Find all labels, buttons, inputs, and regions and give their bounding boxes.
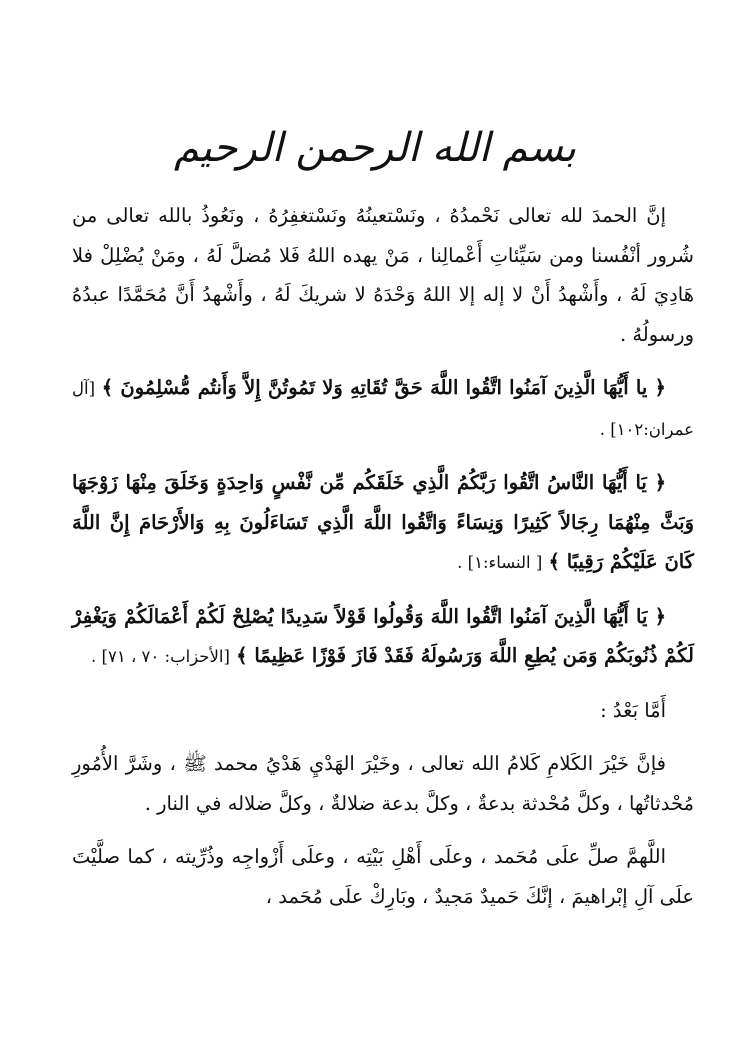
verse-reference: [الأحزاب: ٧٠ ، ٧١] . — [91, 647, 230, 666]
intro-line: من شُرور أنْفُسنا ومن سَيِّئاتِ أَعْمالِنا ، مَنْ يهده اللهُ فَلا مُضلَّ لَهُ ، ومَنْ — [72, 204, 694, 267]
verse-reference: [ النساء:١] . — [457, 553, 543, 572]
document-body — [72, 196, 694, 916]
body-paragraph: فإنَّ خَيْرَ الكَلامِ كَلامُ الله تعالى ، وخَيْرَ الهَدْيِ هَدْيُ محمد ﷺ ، وشَرَّ الأُمُورِ مُحْدثاتُها ، وكلَّ مُحْدثة بدعةٌ ، وكلَّ بدعة ضلالةٌ ، وكلَّ ضلاله في النار . — [72, 752, 694, 815]
verse-paragraph-3 — [72, 597, 694, 677]
verse-paragraph-2 — [72, 463, 694, 583]
basmala-heading: بسم الله الرحمن الرحيم — [173, 125, 577, 171]
intro-line: يُضْلِلْ فلا هَادِيَ لَهُ ، وأَشْهدُ أَنْ لا إله إلا اللهُ وَحْدَهُ لا شريكَ لَهُ ، وأَشْهدُ — [72, 243, 694, 306]
intro-line: إنَّ الحمدَ لله تعالى نَحْمدُهُ ، ونَسْتعينُهُ ونَسْتغفِرُهُ ، ونَعُوذُ بالله تعالى — [106, 204, 666, 227]
verse-reference: [آل عمران:١٠٢] . — [72, 379, 694, 439]
section-heading: أَمَّا بَعْدُ : — [600, 698, 666, 722]
intro-line: أَنَّ مُحَمَّدًا عبدُهُ ورسولُهُ . — [72, 283, 694, 346]
quran-verse: ﴿ يا أَيُّهَا الَّذِينَ آمَنُوا اتَّقُوا اللَّهَ حَقَّ تُقَاتِهِ وَلا تَمُوتُنَّ إِلاَّ وَأَنتُم مُّسْلِمُونَ ﴾ — [101, 376, 666, 399]
verse-paragraph-1 — [72, 368, 694, 449]
prayer-paragraph: اللَّهمَّ صلِّ علَى مُحَمد ، وعلَى أَهْلِ بَيْتِه ، وعلَى أَزْواجِه وذُرِّيته ، كما صلَّيْتَ علَى آلِ إبْراهيمَ ، إنَّكَ حَميدٌ مَجيدٌ ، وبَارِكْ علَى مُحَمد ، — [72, 845, 694, 908]
intro-paragraph — [72, 196, 694, 354]
quran-verse: ﴿ يَا أَيُّهَا الَّذِينَ آمَنُوا اتَّقُوا اللَّهَ وَقُولُوا قَوْلاً سَدِيدًا يُصْلِحْ لَكُمْ أَعْمَالَكُمْ وَيَغْفِرْ لَكُمْ ذُنُوبَكُمْ وَمَن يُطِعِ اللَّهَ وَرَسُولَهُ فَقَدْ فَازَ فَوْزًا عَظِيمًا ﴾ — [72, 604, 694, 667]
quran-verse: ﴿ يَا أَيُّهَا النَّاسُ اتَّقُوا رَبَّكُمُ الَّذِي خَلَقَكُم مِّن نَّفْسٍ وَاحِدَةٍ وَخَلَقَ مِنْهَا زَوْجَهَا وَبَثَّ مِنْهُمَا رِجَالاً كَثِيرًا وَنِسَاءً وَاتَّقُوا اللَّهَ الَّذِي تَسَاءَلُونَ بِهِ وَالأَرْحَامَ إِنَّ اللَّهَ كَانَ عَلَيْكُمْ رَقِيبًا ﴾ — [72, 471, 694, 573]
